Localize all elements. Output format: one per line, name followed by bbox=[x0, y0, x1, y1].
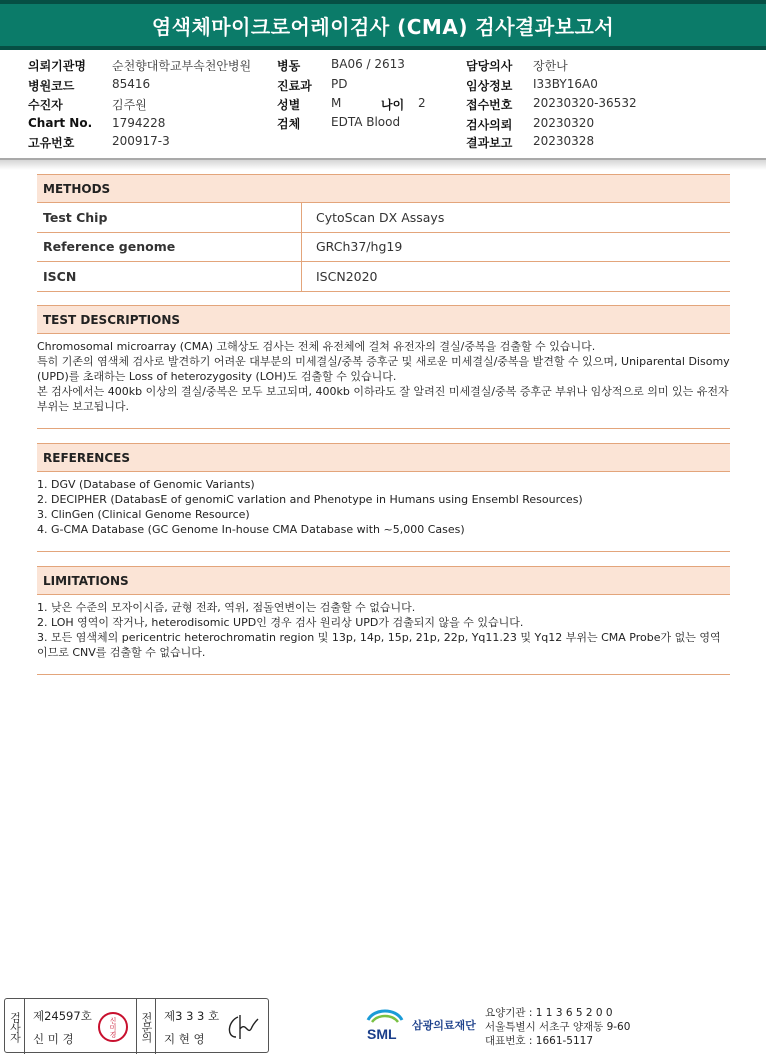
info-label: 고유번호 bbox=[28, 136, 75, 150]
info-value: 200917-3 bbox=[112, 134, 170, 148]
info-value: 20230328 bbox=[533, 134, 595, 148]
info-value: PD bbox=[331, 77, 348, 91]
section-heading: REFERENCES bbox=[37, 443, 730, 472]
list-item: 2. DECIPHER (DatabasE of genomiC varIation and Phenotype in Humans using Ensembl Resources) bbox=[37, 493, 583, 506]
address-line: 서울특별시 서초구 양재동 9-60 bbox=[485, 1021, 631, 1033]
list-item: 4. G-CMA Database (GC Genome In-house CMA Database with ~5,000 Cases) bbox=[37, 523, 465, 536]
info-label: 검사의뢰 bbox=[466, 118, 513, 132]
info-value: BA06 / 2613 bbox=[331, 57, 405, 71]
report-title: 염색체마이크로어레이검사 (CMA) 검사결과보고서 bbox=[151, 14, 615, 39]
section-heading: METHODS bbox=[37, 174, 730, 203]
info-value: EDTA Blood bbox=[331, 115, 401, 129]
info-label: 나이 bbox=[381, 98, 405, 112]
info-value: I33BY16A0 bbox=[533, 77, 598, 91]
list-item: 3. ClinGen (Clinical Genome Resource) bbox=[37, 508, 250, 521]
row-value: CytoScan DX Assays bbox=[316, 209, 445, 225]
info-label: 임상정보 bbox=[466, 79, 513, 93]
address-line: 요양기관 : 1 1 3 6 5 2 0 0 bbox=[485, 1007, 613, 1019]
row-value: GRCh37/hg19 bbox=[316, 239, 403, 255]
company-address bbox=[485, 1006, 630, 1048]
table-row bbox=[37, 262, 730, 292]
info-label: 진료과 bbox=[277, 79, 312, 93]
tester-name: 신 미 경 bbox=[33, 1032, 74, 1046]
sml-logo-icon bbox=[364, 1006, 406, 1044]
paragraph: 본 검사에서는 400kb 이상의 결실/중복은 모두 보고되며, 400kb 이하라도 잘 알려진 미세결실/중복 증후군 부위나 임상적으로 의미 있는 유전자 부위는 보고됩니다. bbox=[37, 385, 729, 413]
seal-icon bbox=[98, 1012, 128, 1042]
seal-text: 신미경 bbox=[109, 1016, 117, 1038]
info-value: 85416 bbox=[112, 77, 151, 91]
info-value: 장한나 bbox=[533, 59, 568, 73]
info-label: 의뢰기관명 bbox=[28, 59, 86, 73]
row-label: Test Chip bbox=[37, 203, 302, 232]
paragraph: 특히 기존의 염색체 검사로 발견하기 어려운 대부분의 미세결실/중복 증후군 및 새로운 미세결실/중복을 발견할 수 있으며, Uniparental Disomy (UPD)를 초래하는 Loss of heterozygosity (LOH)도 검출할 수 있습니다. bbox=[37, 355, 730, 383]
list-item: 2. LOH 영역이 작거나, heterodisomic UPD인 경우 검사 원리상 UPD가 검출되지 않을 수 있습니다. bbox=[37, 616, 524, 629]
approver-label bbox=[136, 999, 156, 1054]
info-label: 수진자 bbox=[28, 98, 63, 112]
info-value: 2 bbox=[418, 96, 426, 110]
patient-info bbox=[0, 55, 766, 151]
info-label: 병원코드 bbox=[28, 79, 75, 93]
signature-icon bbox=[224, 1011, 260, 1043]
row-label: Reference genome bbox=[37, 233, 302, 262]
list-item: 1. 낮은 수준의 모자이시즘, 균형 전좌, 역위, 점돌연변이는 검출할 수 없습니다. bbox=[37, 601, 416, 614]
list-item: 3. 모든 염색체의 pericentric heterochromatin region 및 13p, 14p, 15p, 21p, 22p, Yq11.23 및 Yq12 부위는 CMA Probe가 없는 영역이므로 CNV를 검출할 수 없습니다. bbox=[37, 631, 721, 659]
tester-license: 제24597호 bbox=[33, 1009, 92, 1023]
test-descriptions-section bbox=[37, 305, 730, 429]
address-line: 대표번호 : 1661-5117 bbox=[485, 1035, 594, 1047]
section-body bbox=[37, 334, 730, 429]
info-value: 1794228 bbox=[112, 116, 166, 130]
info-label: 담당의사 bbox=[466, 59, 513, 73]
info-value: 순천향대학교부속천안병원 bbox=[112, 59, 252, 73]
info-value: 20230320-36532 bbox=[533, 96, 637, 110]
info-label: 성별 bbox=[277, 98, 301, 112]
company-logo bbox=[364, 1006, 476, 1044]
divider-shadow bbox=[0, 160, 766, 170]
logo-text: SML bbox=[367, 1026, 397, 1042]
row-value: ISCN2020 bbox=[316, 268, 378, 284]
references-section bbox=[37, 443, 730, 552]
methods-section bbox=[37, 174, 730, 292]
section-heading: LIMITATIONS bbox=[37, 566, 730, 595]
limitations-section bbox=[37, 566, 730, 675]
info-label: 결과보고 bbox=[466, 136, 513, 150]
approver-name: 지 현 영 bbox=[164, 1032, 205, 1046]
report-footer bbox=[0, 998, 766, 1063]
section-body bbox=[37, 472, 730, 552]
paragraph: Chromosomal microarray (CMA) 고해상도 검사는 전체 유전체에 걸쳐 유전자의 결실/중복을 검출할 수 있습니다. bbox=[37, 340, 596, 353]
report-header bbox=[0, 0, 766, 50]
row-label: ISCN bbox=[37, 262, 302, 291]
info-value: M bbox=[331, 96, 342, 110]
tester-label-text: 검사자 bbox=[8, 1011, 22, 1042]
table-row bbox=[37, 233, 730, 263]
approver-label-text: 전문의 bbox=[140, 1011, 153, 1042]
section-body bbox=[37, 595, 730, 675]
info-label: 병동 bbox=[277, 59, 301, 73]
info-label: Chart No. bbox=[28, 116, 93, 130]
list-item: 1. DGV (Database of Genomic Variants) bbox=[37, 478, 255, 491]
signature-box bbox=[4, 998, 269, 1053]
table-row bbox=[37, 203, 730, 233]
section-heading: TEST DESCRIPTIONS bbox=[37, 305, 730, 334]
info-label: 검체 bbox=[277, 117, 301, 131]
tester-label bbox=[5, 999, 25, 1054]
info-value: 20230320 bbox=[533, 116, 595, 130]
company-name: 삼광의료재단 bbox=[412, 1019, 476, 1032]
info-value: 김주원 bbox=[112, 98, 147, 112]
approver-license: 제3 3 3 호 bbox=[164, 1009, 220, 1023]
info-label: 접수번호 bbox=[466, 98, 513, 112]
